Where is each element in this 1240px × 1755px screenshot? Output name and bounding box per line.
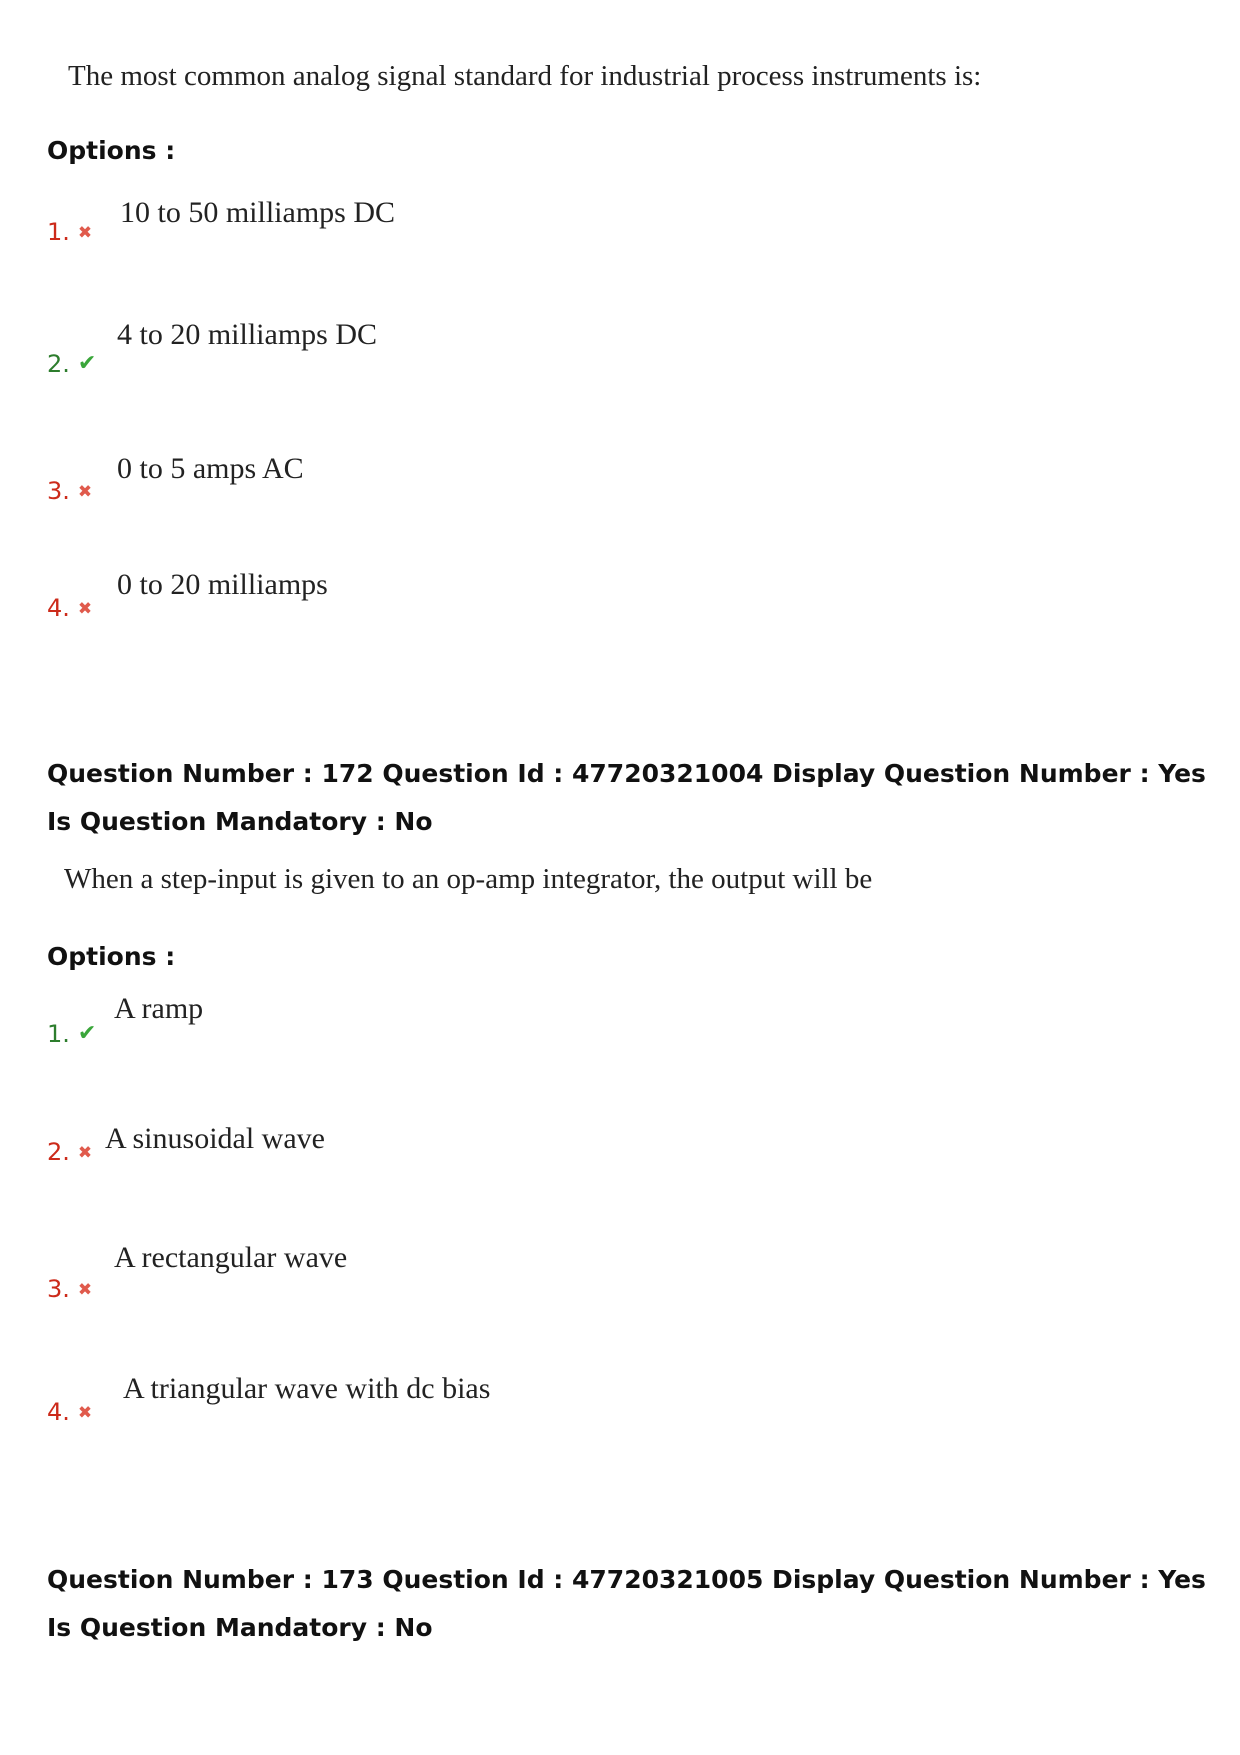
- option-172-2-text: A sinusoidal wave: [105, 1122, 325, 1155]
- option-number: 4.: [47, 594, 70, 622]
- option-171-1-marker: [47, 218, 92, 246]
- options-heading-171: Options :: [47, 136, 176, 165]
- option-172-1-text: A ramp: [114, 992, 204, 1025]
- question-172-text: When a step-input is given to an op-amp integrator, the output will be: [64, 863, 873, 895]
- option-number: 2.: [47, 1138, 70, 1166]
- option-172-1-marker: [47, 1020, 96, 1048]
- cross-icon: ✖: [77, 599, 93, 619]
- option-172-4-marker: [47, 1398, 92, 1426]
- option-171-1-text: 10 to 50 milliamps DC: [120, 196, 396, 229]
- option-171-3-marker: [47, 477, 92, 505]
- cross-icon: ✖: [77, 482, 93, 502]
- question-172-meta: Question Number : 172 Question Id : 47720321004 Display Question Number : Yes Is Question Mandatory : No: [47, 759, 1206, 836]
- option-172-2-marker: [47, 1138, 92, 1166]
- option-number: 3.: [47, 477, 70, 505]
- option-171-2-text: 4 to 20 milliamps DC: [117, 318, 378, 351]
- option-171-2-marker: [47, 350, 96, 378]
- cross-icon: ✖: [77, 1280, 93, 1300]
- check-icon: ✔: [77, 351, 97, 376]
- option-171-3-text: 0 to 5 amps AC: [117, 452, 304, 485]
- question-173-meta: Question Number : 173 Question Id : 47720321005 Display Question Number : Yes Is Question Mandatory : No: [47, 1565, 1206, 1642]
- cross-icon: ✖: [77, 223, 93, 243]
- option-number: 3.: [47, 1275, 70, 1303]
- option-number: 4.: [47, 1398, 70, 1426]
- check-icon: ✔: [77, 1021, 97, 1046]
- options-heading-172: Options :: [47, 942, 176, 971]
- option-172-4-text: A triangular wave with dc bias: [123, 1372, 491, 1405]
- option-171-4-text: 0 to 20 milliamps: [117, 568, 328, 601]
- cross-icon: ✖: [77, 1403, 93, 1423]
- option-number: 1.: [47, 1020, 70, 1048]
- option-172-3-marker: [47, 1275, 92, 1303]
- question-171-text: The most common analog signal standard for industrial process instruments is:: [68, 60, 982, 92]
- option-171-4-marker: [47, 594, 92, 622]
- option-172-3-text: A rectangular wave: [114, 1241, 348, 1274]
- option-number: 2.: [47, 350, 70, 378]
- cross-icon: ✖: [77, 1143, 93, 1163]
- option-number: 1.: [47, 218, 70, 246]
